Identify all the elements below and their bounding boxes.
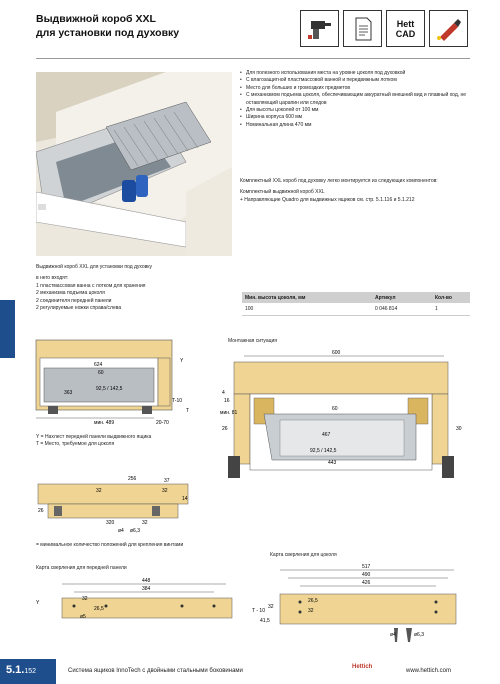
dim-label: ø5 <box>80 614 86 620</box>
document-icon <box>343 10 382 47</box>
dim-label: T-10 <box>172 398 183 404</box>
dim-label: 256 <box>128 476 137 482</box>
connector-diagram <box>34 472 194 536</box>
feature-item: • С влагозащитной пластмассовой ванной и передвижным лотком <box>240 77 470 84</box>
product-photo <box>36 72 232 256</box>
dim-label: 4 <box>222 390 225 396</box>
header-divider <box>36 58 470 59</box>
dim-label: 320 <box>106 520 115 526</box>
dim-label: 26,5 <box>94 606 104 612</box>
dim-label: ø6,3 <box>414 632 425 638</box>
drill-front-title: Карта сверления для передней панели <box>36 565 127 571</box>
feature-item: • Для полезного использования места на уровне цоколя под духовкой <box>240 70 470 77</box>
feature-item: • Для высоты цоколей от 100 мм <box>240 107 470 114</box>
feature-item: • Номинальная длина 470 мм <box>240 122 470 129</box>
dim-label: 624 <box>94 362 103 368</box>
includes-item: 2 соединителя передней панели <box>36 297 112 304</box>
table-header-row <box>242 292 470 303</box>
brand-logo: Hettich <box>352 664 373 670</box>
table-row <box>242 303 470 315</box>
dim-label: Y <box>180 358 184 364</box>
includes-title: в него входят: <box>36 275 69 282</box>
glue-pen-icon <box>429 10 468 47</box>
table-cell: 0 046 814 <box>372 303 432 315</box>
dim-label: 41,5 <box>260 618 270 624</box>
page-title: Выдвижной короб XXL для установки под духовку <box>36 13 180 39</box>
dim-label: 600 <box>332 350 341 356</box>
dim-label: 426 <box>362 580 371 586</box>
dim-label: 14 <box>182 496 188 502</box>
dim-label: мин. 489 <box>94 420 115 426</box>
dim-label: 26 <box>222 426 228 432</box>
dim-label: 517 <box>362 564 371 570</box>
dim-label: 32 <box>142 520 148 526</box>
dim-label: мин. 81 <box>220 410 238 416</box>
dim-label: 20-70 <box>156 420 169 426</box>
dim-label: T - 10 <box>252 608 265 614</box>
includes-item: 1 пластмассовая ванна с лотком для хранения <box>36 282 146 289</box>
dim-label: ø4 <box>118 528 124 534</box>
mount-title: Монтажная ситуация <box>228 338 277 344</box>
feature-item: • С механизмом подъема цоколя, обеспечивающим аккуратный внешний вид и плавный ход, не оставляющий царапин или следов <box>240 92 470 107</box>
icon-row <box>300 10 468 47</box>
dim-label: 60 <box>98 370 104 376</box>
legend <box>36 434 196 448</box>
column-header: Мин. высота цоколя, мм <box>242 292 372 303</box>
dim-label: 384 <box>142 586 151 592</box>
footer-text: Система ящиков InnoTech с двойными стальными боковинами <box>68 668 243 674</box>
dim-label: 30 <box>456 426 462 432</box>
min-note: = минимальное количество положений для крепления винтами <box>36 542 184 548</box>
dim-label: 443 <box>328 460 337 466</box>
dim-label: 32 <box>268 604 274 610</box>
dim-label: 467 <box>322 432 331 438</box>
column-header: Артикул <box>372 292 432 303</box>
dim-label: 32 <box>82 596 88 602</box>
drill-plinth-title: Карта сверления для цоколя <box>270 552 337 558</box>
drill-plinth-diagram <box>250 562 472 646</box>
dim-label: T <box>186 408 190 414</box>
feature-list <box>240 70 470 129</box>
includes-item: 2 механизма подъема цоколя <box>36 290 105 297</box>
dim-label: 32 <box>308 608 314 614</box>
dim-label: 26 <box>38 508 44 514</box>
mounting-line1: Комплектный выдвижной короб XXL <box>240 189 325 196</box>
feature-item: • Ширина корпуса 600 мм <box>240 114 470 121</box>
dim-label: 16 <box>224 398 230 404</box>
dim-label: 448 <box>142 578 151 584</box>
dim-label: Y <box>36 600 40 606</box>
spec-table <box>242 292 470 316</box>
dim-label: 490 <box>362 572 371 578</box>
footer-url[interactable]: www.hettich.com <box>406 668 452 674</box>
mounting-diagram <box>220 348 472 478</box>
dim-label: 92,5 / 142,5 <box>96 386 123 392</box>
dim-label: ø6,3 <box>130 528 141 534</box>
product-name: Выдвижной короб XXL для установки под духовку <box>36 264 153 270</box>
mounting-intro: Комплектный XXL короб под духовку легко монтируется из следующих компонентов: <box>240 178 438 184</box>
dim-label: 32 <box>162 488 168 494</box>
mounting-info <box>240 178 472 204</box>
legend-y: Y = Нахлест передней панели выдвижного ящика <box>36 434 152 440</box>
dim-label: ø4 <box>390 632 396 638</box>
dim-label: 37 <box>164 478 170 484</box>
mounting-line2: + Направляющие Quadro для выдвижных ящиков см. стр. 5.1.116 и 5.1.212 <box>240 196 415 203</box>
drill-tool-icon <box>300 10 339 47</box>
section-marker <box>0 300 15 358</box>
table-cell: 1 <box>432 303 470 315</box>
legend-t: T = Место, требуемое для цоколя <box>36 441 115 447</box>
dim-label: 26,5 <box>308 598 318 604</box>
dim-label: 32 <box>96 488 102 494</box>
drill-front-diagram <box>34 576 244 626</box>
dim-label: 363 <box>64 390 73 396</box>
column-header: Кол-во <box>432 292 470 303</box>
includes-item: 2 регулируемые ножки справа/слева <box>36 305 122 312</box>
dim-label: 92,5 / 142,5 <box>310 448 337 454</box>
page-number: 5.1.152 <box>0 659 56 684</box>
product-description <box>36 264 226 312</box>
side-view-diagram <box>34 336 194 432</box>
feature-item: • Место для больших и громоздких предметов <box>240 85 470 92</box>
hettcad-icon: Hett CAD <box>386 10 425 47</box>
table-cell: 100 <box>242 303 372 315</box>
dim-label: 60 <box>332 406 338 412</box>
